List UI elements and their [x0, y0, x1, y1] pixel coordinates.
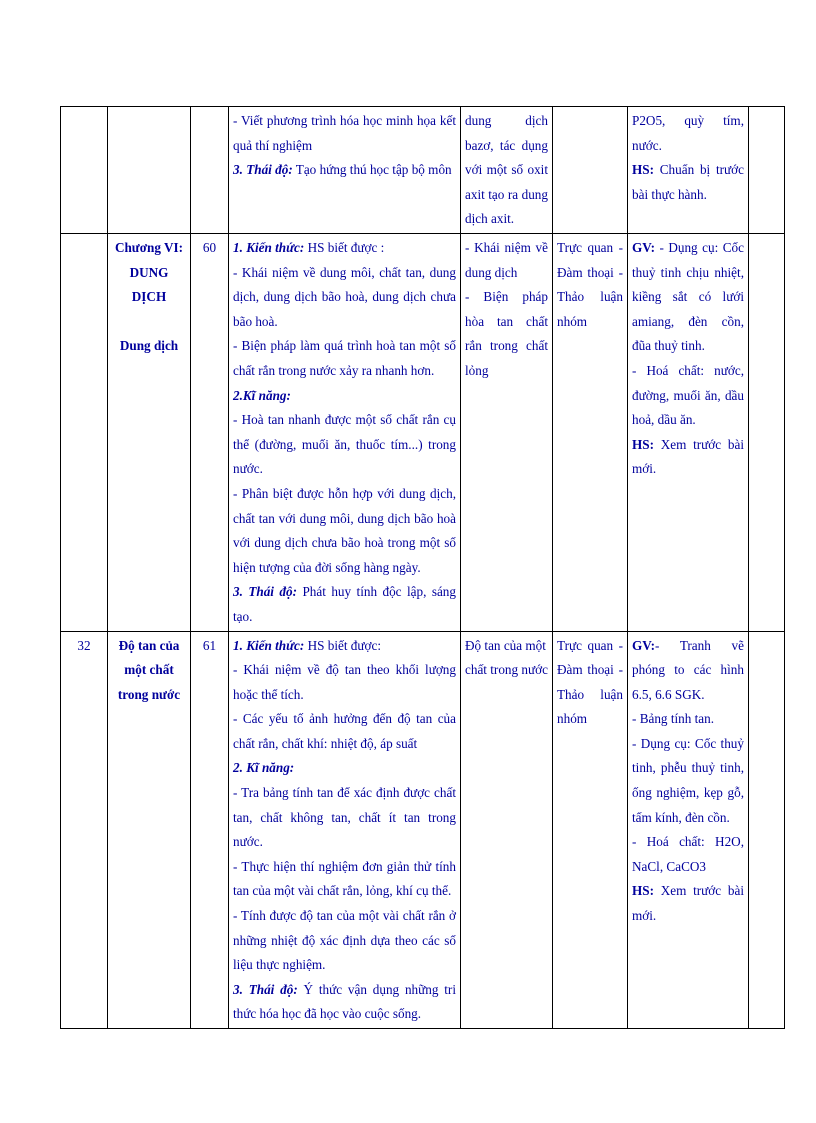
chapter-title: DUNG DỊCH	[129, 264, 169, 305]
table-row-period-60	[61, 234, 785, 632]
prep-line: - Bảng tính tan.	[632, 711, 715, 727]
goal-line: - Các yếu tố ảnh hưởng đến độ tan của chất rắn, chất khí: nhiệt độ, áp suất	[233, 711, 456, 751]
content-cell	[461, 234, 553, 632]
table-row-continuation	[61, 107, 785, 234]
chapter-label: Chương VI:	[114, 240, 184, 255]
lesson-plan-table	[60, 106, 785, 1029]
content-cell: dung dịch bazơ, tác dụng với một số oxit axit tạo ra dung dịch axit.	[461, 107, 553, 234]
goals-cell	[229, 631, 461, 1029]
period-cell	[191, 107, 229, 234]
goal-line: - Tính được độ tan của một vài chất rắn ở những nhiệt độ xác định dựa theo các số liệu thực nghiệm.	[233, 908, 456, 973]
goal-line: 1. Kiến thức: HS biết được:	[233, 637, 382, 653]
method-cell: Trực quan - Đàm thoại - Thảo luận nhóm	[553, 631, 628, 1029]
goal-line: 2.Kĩ năng:	[233, 387, 291, 403]
content-line: - Khái niệm về dung dịch	[465, 240, 548, 280]
topic-cell	[108, 631, 191, 1029]
goal-line: - Biện pháp làm quá trình hoà tan một số chất rắn trong nước xảy ra nhanh hơn.	[233, 338, 456, 378]
prep-cell	[628, 234, 749, 632]
goal-line: - Viết phương trình hóa học minh họa kết quả thí nghiệm	[233, 113, 456, 153]
week-cell: 32	[61, 631, 108, 1029]
lesson-title-line: một chất	[124, 662, 174, 678]
lesson-title-line: trong nước	[117, 686, 181, 702]
lesson-title: Dung dịch	[119, 337, 179, 353]
prep-cell	[628, 107, 749, 234]
prep-line: - Dụng cụ: Cốc thuỷ tinh, phễu thuỷ tinh, ống nghiệm, kẹp gỗ, tấm kính, đèn cồn.	[632, 735, 744, 825]
goal-line: 3. Thái độ: Tạo hứng thú học tập bộ môn	[233, 162, 452, 178]
table-row-period-61	[61, 631, 785, 1029]
prep-line: HS: Xem trước bài mới.	[632, 883, 744, 924]
prep-line: HS: Xem trước bài mới.	[632, 436, 744, 477]
period-cell: 60	[191, 234, 229, 632]
goal-line: 1. Kiến thức: HS biết được :	[233, 240, 385, 255]
period-cell: 61	[191, 631, 229, 1029]
note-cell	[749, 631, 785, 1029]
goal-line: 2. Kĩ năng:	[233, 760, 295, 776]
prep-line: - Hoá chất: H2O, NaCl, CaCO3	[632, 834, 744, 874]
goals-cell	[229, 234, 461, 632]
goal-line: - Tra bảng tính tan để xác định được chất tan, chất không tan, chất ít tan trong nước.	[233, 785, 456, 850]
lesson-title-line: Độ tan của	[118, 637, 180, 653]
prep-line: P2O5, quỳ tím, nước.	[632, 113, 744, 153]
content-cell: Độ tan của một chất trong nước	[461, 631, 553, 1029]
goal-line: - Hoà tan nhanh được một số chất rắn cụ thể (đường, muối ăn, thuốc tím...) trong nước.	[233, 412, 456, 477]
goal-line: - Khái niệm về độ tan theo khối lượng hoặc thể tích.	[233, 662, 456, 702]
goal-line: - Khái niệm về dung môi, chất tan, dung dịch, dung dịch bão hoà, dung dịch chưa bão hoà.	[233, 264, 456, 329]
note-cell	[749, 234, 785, 632]
week-cell	[61, 107, 108, 234]
prep-line: GV:- Tranh vẽ phóng to các hình 6.5, 6.6 SGK.	[632, 637, 744, 702]
method-cell	[553, 107, 628, 234]
topic-cell	[108, 234, 191, 632]
goal-line: - Thực hiện thí nghiệm đơn giản thử tính tan của một vài chất rắn, lỏng, khí cụ thể.	[233, 858, 456, 899]
prep-line: HS: Chuẩn bị trước bài thực hành.	[632, 162, 744, 202]
content-line: - Biện pháp hòa tan chất rắn trong chất lỏng	[465, 289, 548, 378]
goals-cell	[229, 107, 461, 234]
method-cell: Trực quan - Đàm thoại - Thảo luận nhóm	[553, 234, 628, 632]
prep-cell	[628, 631, 749, 1029]
goal-line: 3. Thái độ: Ý thức vận dụng những tri thức hóa học đã học vào cuộc sống.	[233, 981, 456, 1022]
prep-line: GV: - Dụng cụ: Cốc thuỷ tinh chịu nhiệt, kiềng sắt có lưới amiang, đèn cồn, đũa thuỷ tinh.	[632, 240, 744, 354]
goal-line: 3. Thái độ: Phát huy tính độc lập, sáng tạo.	[233, 584, 456, 624]
topic-spacer	[112, 310, 186, 334]
prep-line: - Hoá chất: nước, đường, muối ăn, dầu hoả, dầu ăn.	[632, 362, 744, 428]
week-cell	[61, 234, 108, 632]
topic-cell	[108, 107, 191, 234]
goal-line: - Phân biệt được hỗn hợp với dung dịch, chất tan với dung môi, dung dịch bão hoà với dung dịch chưa bão hoà trong một số hiện tượng của đời sống hàng ngày.	[233, 485, 456, 575]
note-cell	[749, 107, 785, 234]
